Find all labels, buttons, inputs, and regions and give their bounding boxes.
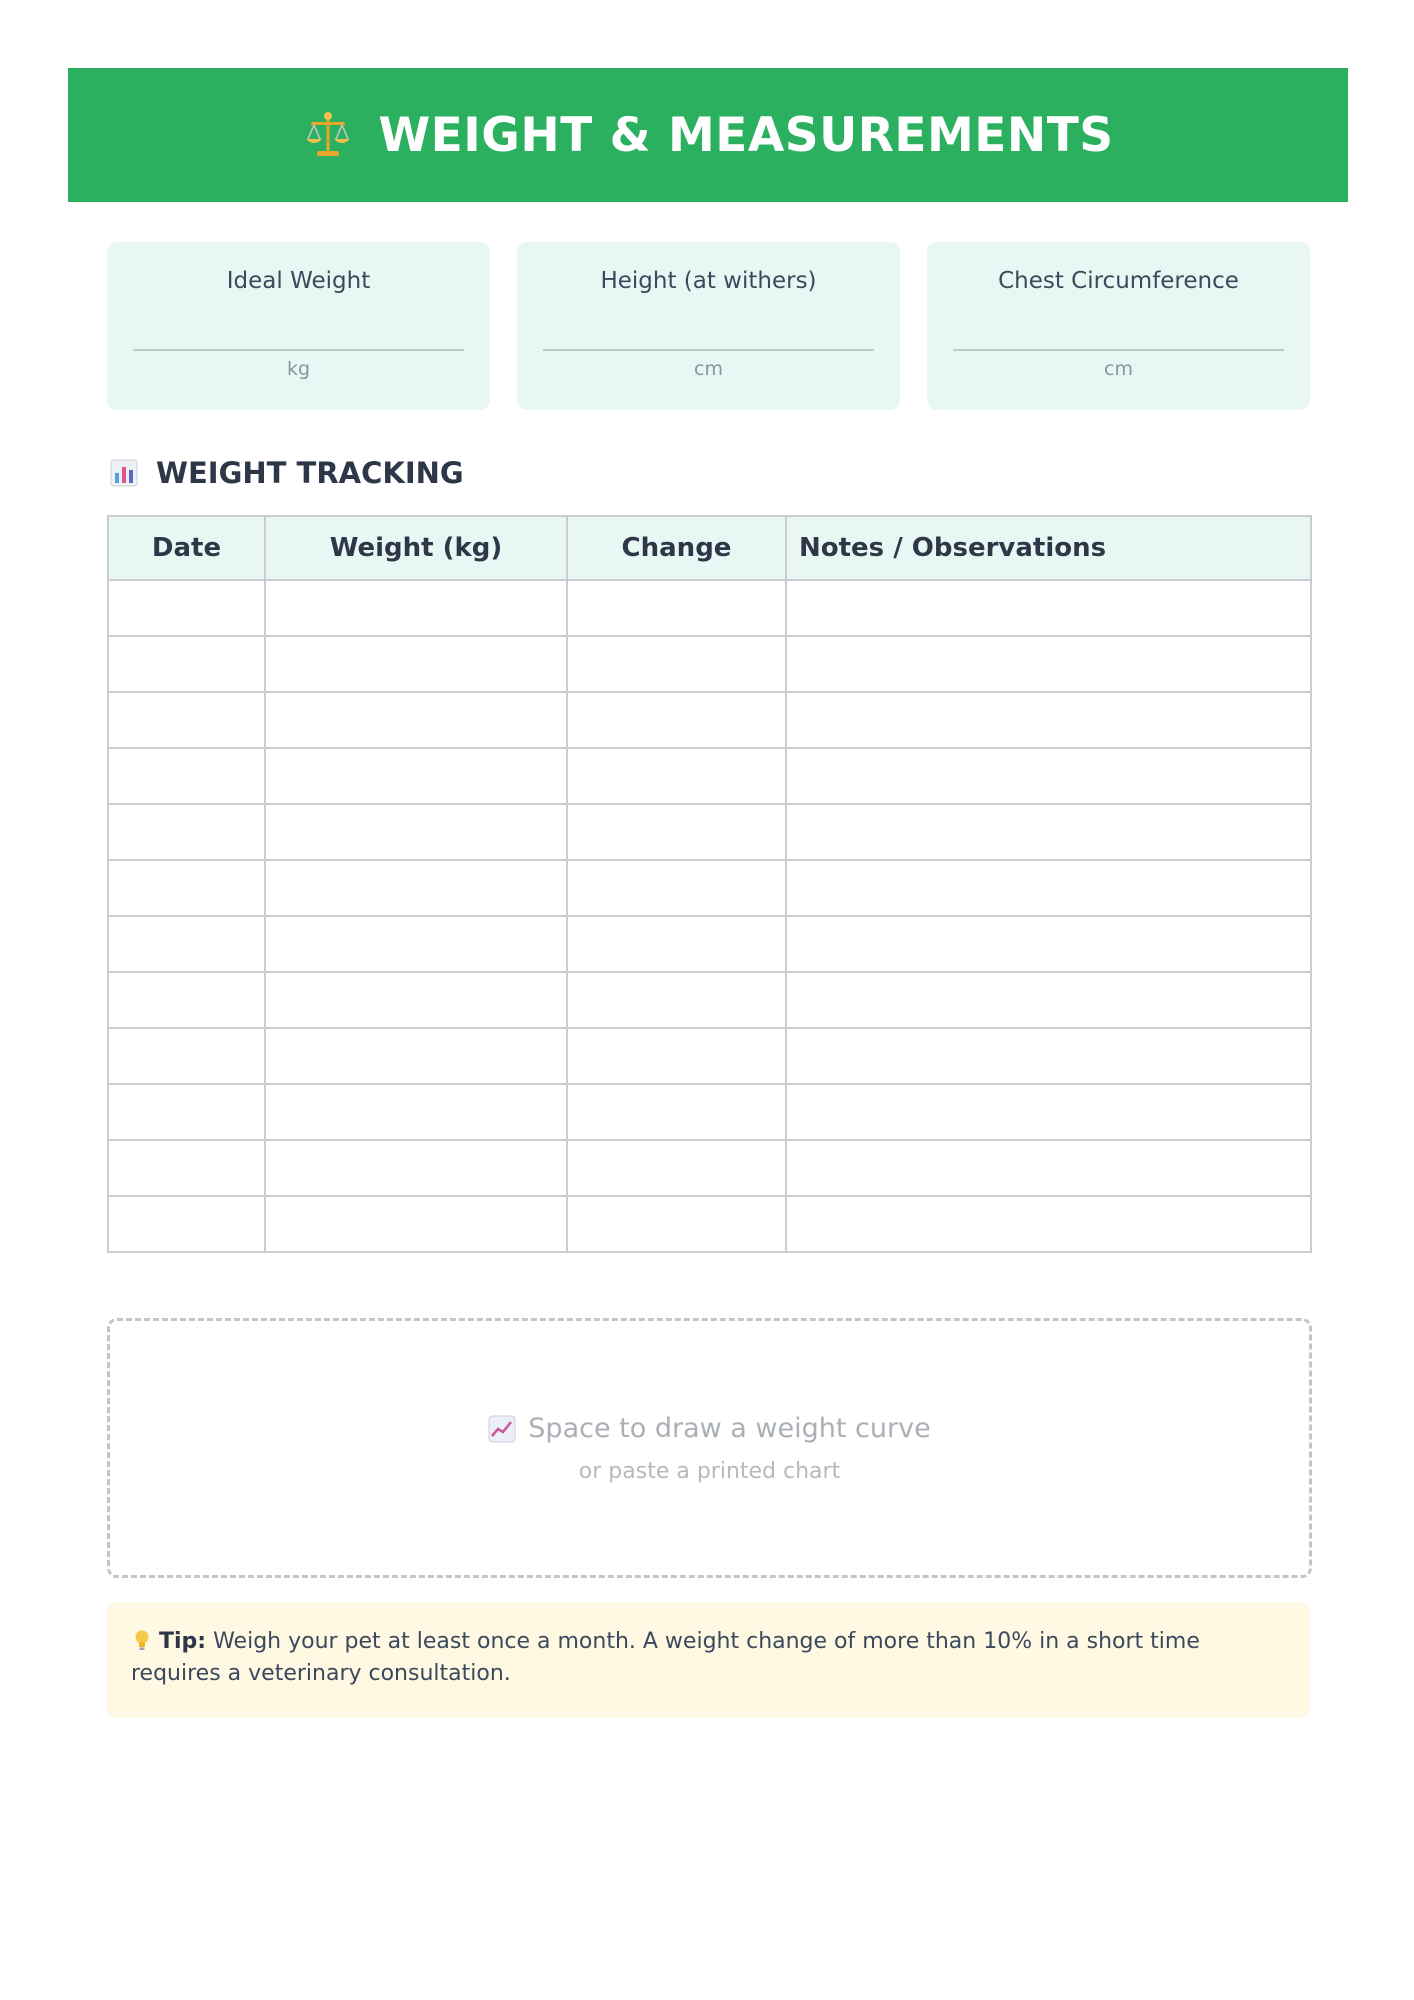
date-cell[interactable] (108, 972, 265, 1028)
drawing-area-subtitle: or paste a printed chart (578, 1459, 841, 1484)
table-row (108, 692, 1311, 748)
header-banner (68, 68, 1348, 202)
card-label: Height (at withers) (600, 268, 817, 294)
column-header-notes: Notes / Observations (786, 516, 1311, 580)
change-cell[interactable] (567, 748, 786, 804)
change-cell[interactable] (567, 972, 786, 1028)
card-label: Chest Circumference (998, 268, 1239, 294)
table-row (108, 804, 1311, 860)
change-cell[interactable] (567, 916, 786, 972)
drawing-area-title-text: Space to draw a weight curve (528, 1413, 931, 1444)
table-row (108, 1140, 1311, 1196)
notes-cell[interactable] (786, 804, 1311, 860)
date-cell[interactable] (108, 748, 265, 804)
column-header-weight: Weight (kg) (265, 516, 567, 580)
chest-circumference-card (927, 242, 1310, 410)
table-row (108, 1196, 1311, 1252)
table-header-row (108, 516, 1311, 580)
weight-cell[interactable] (265, 860, 567, 916)
ideal-weight-field[interactable] (133, 349, 464, 351)
weight-cell[interactable] (265, 1140, 567, 1196)
weight-cell[interactable] (265, 972, 567, 1028)
date-cell[interactable] (108, 860, 265, 916)
weight-tracking-heading (110, 453, 464, 493)
card-label: Ideal Weight (226, 268, 371, 294)
change-cell[interactable] (567, 1196, 786, 1252)
notes-cell[interactable] (786, 748, 1311, 804)
table-body (108, 580, 1311, 1252)
change-cell[interactable] (567, 1140, 786, 1196)
weight-cell[interactable] (265, 1084, 567, 1140)
notes-cell[interactable] (786, 1196, 1311, 1252)
ideal-weight-card (107, 242, 490, 410)
notes-cell[interactable] (786, 860, 1311, 916)
tip-text: Weigh your pet at least once a month. A weight change of more than 10% in a short time requires a veterinary consultation. (131, 1629, 1200, 1686)
notes-cell[interactable] (786, 1140, 1311, 1196)
change-cell[interactable] (567, 1084, 786, 1140)
notes-cell[interactable] (786, 1084, 1311, 1140)
table-row (108, 972, 1311, 1028)
weight-cell[interactable] (265, 1028, 567, 1084)
weight-curve-drawing-area[interactable] (107, 1318, 1312, 1578)
table-row (108, 916, 1311, 972)
date-cell[interactable] (108, 916, 265, 972)
weight-cell[interactable] (265, 580, 567, 636)
section-title: WEIGHT TRACKING (156, 456, 464, 490)
weight-cell[interactable] (265, 636, 567, 692)
height-field[interactable] (543, 349, 874, 351)
weight-cell[interactable] (265, 692, 567, 748)
weight-cell[interactable] (265, 916, 567, 972)
notes-cell[interactable] (786, 692, 1311, 748)
change-cell[interactable] (567, 580, 786, 636)
table-row (108, 1028, 1311, 1084)
tip-label: Tip: (159, 1629, 207, 1654)
notes-cell[interactable] (786, 1028, 1311, 1084)
change-cell[interactable] (567, 860, 786, 916)
weight-cell[interactable] (265, 1196, 567, 1252)
table-row (108, 1084, 1311, 1140)
weight-tracking-table (107, 515, 1312, 1253)
date-cell[interactable] (108, 1028, 265, 1084)
date-cell[interactable] (108, 1196, 265, 1252)
bar-chart-icon (110, 459, 138, 487)
notes-cell[interactable] (786, 636, 1311, 692)
change-cell[interactable] (567, 636, 786, 692)
notes-cell[interactable] (786, 972, 1311, 1028)
weight-cell[interactable] (265, 748, 567, 804)
date-cell[interactable] (108, 580, 265, 636)
chest-circumference-field[interactable] (953, 349, 1284, 351)
column-header-date: Date (108, 516, 265, 580)
scale-icon (302, 109, 354, 161)
notes-cell[interactable] (786, 580, 1311, 636)
change-cell[interactable] (567, 692, 786, 748)
card-unit: cm (694, 358, 723, 380)
card-unit: kg (286, 358, 311, 380)
date-cell[interactable] (108, 1084, 265, 1140)
page-title-text: WEIGHT & MEASUREMENTS (378, 107, 1114, 163)
date-cell[interactable] (108, 636, 265, 692)
height-card (517, 242, 900, 410)
date-cell[interactable] (108, 804, 265, 860)
weight-cell[interactable] (265, 804, 567, 860)
date-cell[interactable] (108, 692, 265, 748)
table-row (108, 748, 1311, 804)
change-cell[interactable] (567, 804, 786, 860)
card-unit: cm (1104, 358, 1133, 380)
page-title (302, 108, 1113, 163)
drawing-area-title (110, 1413, 1309, 1444)
chart-trend-icon (488, 1415, 516, 1443)
date-cell[interactable] (108, 1140, 265, 1196)
table-row (108, 860, 1311, 916)
change-cell[interactable] (567, 1028, 786, 1084)
measurement-cards (107, 242, 1310, 410)
tip-box (107, 1602, 1310, 1718)
lightbulb-icon (131, 1629, 153, 1651)
notes-cell[interactable] (786, 916, 1311, 972)
table-row (108, 636, 1311, 692)
column-header-change: Change (567, 516, 786, 580)
table-row (108, 580, 1311, 636)
